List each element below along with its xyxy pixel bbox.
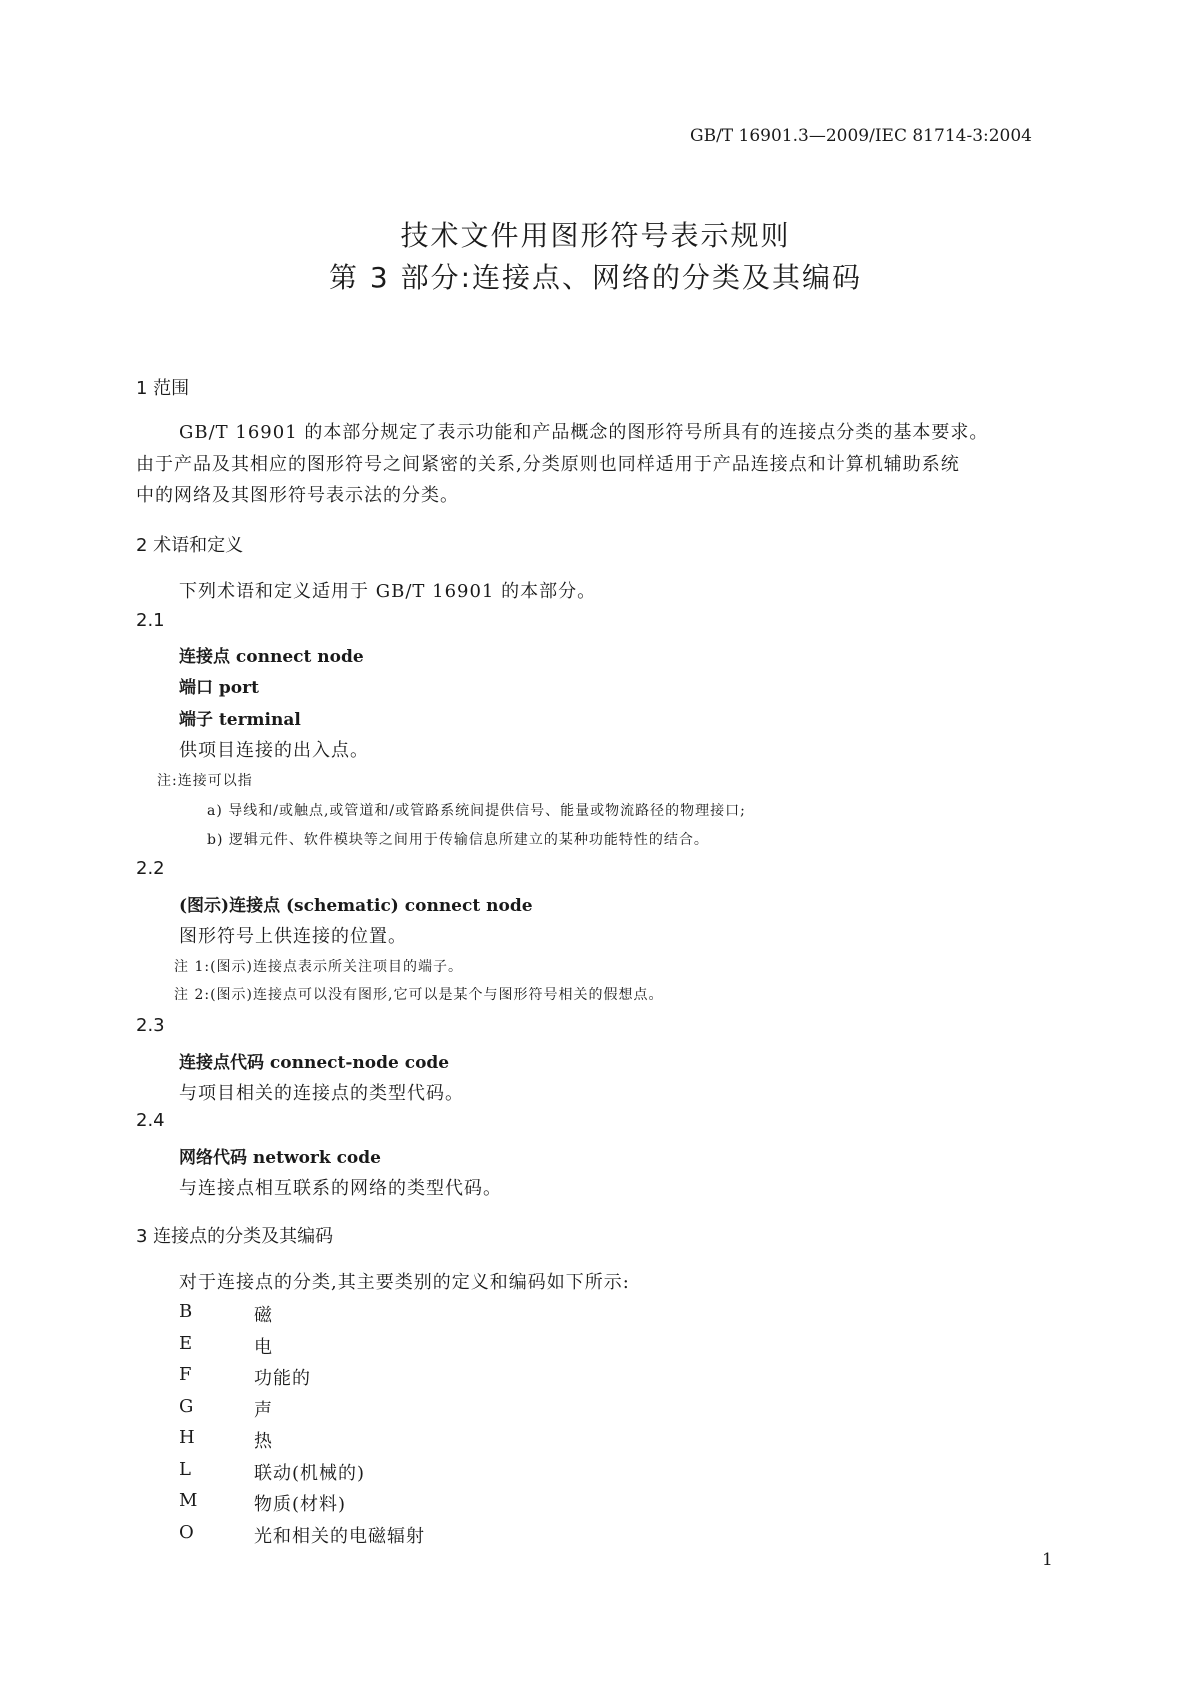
definition-2-4: 与连接点相互联系的网络的类型代码。 — [179, 1178, 502, 1199]
code-o-desc: 光和相关的电磁辐射 — [254, 1526, 425, 1547]
code-f-desc: 功能的 — [254, 1368, 311, 1389]
code-m-desc: 物质(材料) — [254, 1494, 347, 1515]
term-number-2-1: 2.1 — [136, 610, 165, 631]
code-m: M — [179, 1490, 198, 1511]
standard-number: GB/T 16901.3—2009/IEC 81714-3:2004 — [690, 126, 1033, 146]
term-connect-node-code: 连接点代码 connect-node code — [179, 1053, 450, 1073]
code-h-desc: 热 — [254, 1431, 273, 1452]
code-b-desc: 磁 — [254, 1305, 273, 1326]
code-l: L — [179, 1459, 191, 1480]
code-h: H — [179, 1427, 195, 1448]
note-2-2-1: 注 1:(图示)连接点表示所关注项目的端子。 — [174, 959, 463, 975]
code-b: B — [179, 1301, 193, 1322]
term-network-code: 网络代码 network code — [179, 1148, 381, 1168]
document-title-line2: 第 3 部分:连接点、网络的分类及其编码 — [328, 261, 863, 294]
page-number: 1 — [1042, 1550, 1053, 1570]
term-number-2-4: 2.4 — [136, 1110, 165, 1131]
term-connect-node: 连接点 connect node — [179, 647, 364, 667]
document-title-line1: 技术文件用图形符号表示规则 — [400, 219, 791, 252]
term-port: 端口 port — [179, 678, 259, 698]
code-f: F — [179, 1364, 192, 1385]
section-1-paragraph-line1: GB/T 16901 的本部分规定了表示功能和产品概念的图形符号所具有的连接点分类的基本要求。 — [179, 422, 989, 443]
definition-2-1: 供项目连接的出入点。 — [179, 740, 369, 761]
section-1-paragraph-line2: 由于产品及其相应的图形符号之间紧密的关系,分类原则也同样适用于产品连接点和计算机辅助系统 — [136, 454, 960, 475]
note-2-1: 注:连接可以指 — [157, 773, 253, 789]
definition-2-2: 图形符号上供连接的位置。 — [179, 926, 407, 947]
code-e-desc: 电 — [254, 1337, 273, 1358]
section-2-intro: 下列术语和定义适用于 GB/T 16901 的本部分。 — [179, 581, 597, 602]
code-o: O — [179, 1522, 194, 1543]
code-g-desc: 声 — [254, 1400, 273, 1421]
section-2-heading: 2 术语和定义 — [136, 535, 244, 556]
note-2-2-2: 注 2:(图示)连接点可以没有图形,它可以是某个与图形符号相关的假想点。 — [174, 987, 664, 1003]
code-e: E — [179, 1333, 193, 1354]
term-schematic-connect-node: (图示)连接点 (schematic) connect node — [179, 896, 533, 916]
section-1-paragraph-line3: 中的网络及其图形符号表示法的分类。 — [136, 485, 459, 506]
code-g: G — [179, 1396, 194, 1417]
section-3-intro: 对于连接点的分类,其主要类别的定义和编码如下所示: — [179, 1272, 630, 1293]
note-2-1-item-a: a) 导线和/或触点,或管道和/或管路系统间提供信号、能量或物流路径的物理接口; — [207, 803, 746, 819]
term-number-2-2: 2.2 — [136, 858, 165, 879]
term-terminal: 端子 terminal — [179, 710, 301, 730]
definition-2-3: 与项目相关的连接点的类型代码。 — [179, 1083, 464, 1104]
term-number-2-3: 2.3 — [136, 1015, 165, 1036]
code-l-desc: 联动(机械的) — [254, 1463, 366, 1484]
section-1-heading: 1 范围 — [136, 378, 190, 399]
section-3-heading: 3 连接点的分类及其编码 — [136, 1226, 334, 1247]
note-2-1-item-b: b) 逻辑元件、软件模块等之间用于传输信息所建立的某种功能特性的结合。 — [207, 832, 709, 848]
